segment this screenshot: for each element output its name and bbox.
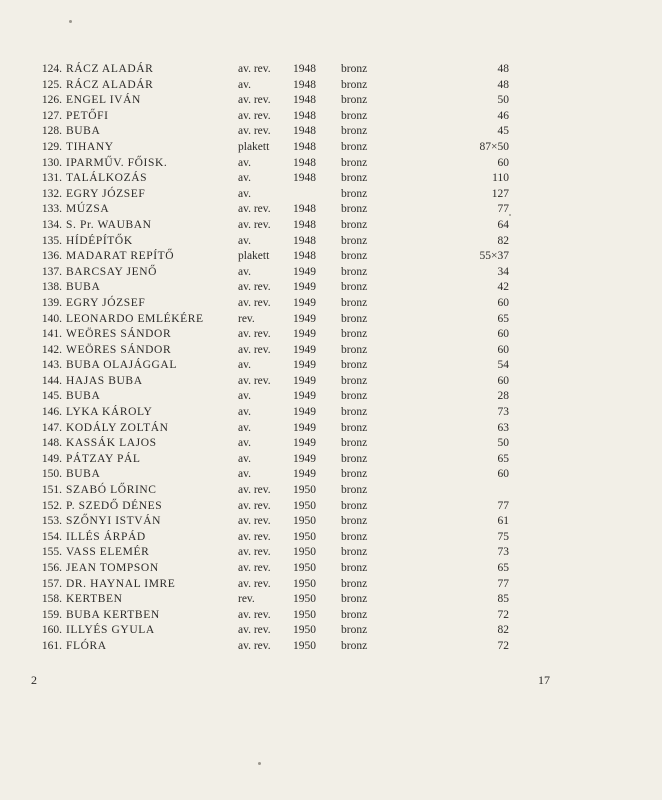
entry-material: bronz [341, 203, 368, 216]
entry-year: 1948 [293, 156, 316, 169]
catalog-row [22, 467, 509, 483]
entry-number: 148. [41, 437, 62, 450]
entry-material: bronz [341, 406, 368, 419]
entry-year: 1950 [293, 546, 316, 559]
entry-side: av. rev. [238, 281, 271, 294]
catalog-row [22, 623, 509, 639]
entry-year: 1949 [293, 406, 316, 419]
catalog-rows [22, 62, 509, 655]
entry-title: EGRY JÓZSEF [66, 187, 146, 200]
entry-material: bronz [341, 312, 368, 325]
entry-size: 77 [497, 499, 509, 512]
entry-year: 1950 [293, 624, 316, 637]
entry-size: 72 [497, 639, 509, 652]
medal-catalog-table [22, 62, 509, 655]
entry-number: 139. [41, 296, 62, 309]
entry-side: av. [238, 421, 251, 434]
entry-size: 28 [497, 390, 509, 403]
entry-size: 54 [497, 359, 509, 372]
entry-material: bronz [341, 421, 368, 434]
entry-year: 1948 [293, 109, 316, 122]
entry-side: av. [238, 468, 251, 481]
entry-year: 1950 [293, 530, 316, 543]
entry-size: 85 [497, 593, 509, 606]
entry-number: 155. [41, 546, 62, 559]
entry-side: av. [238, 234, 251, 247]
entry-title: BUBA [66, 390, 101, 403]
entry-number: 133. [41, 203, 62, 216]
entry-number: 159. [41, 608, 62, 621]
entry-number: 144. [41, 374, 62, 387]
entry-year: 1949 [293, 312, 316, 325]
entry-material: bronz [341, 265, 368, 278]
entry-number: 132. [41, 187, 62, 200]
entry-year: 1949 [293, 437, 316, 450]
entry-title: TIHANY [66, 140, 114, 153]
entry-size: 50 [497, 437, 509, 450]
entry-title: RÁCZ ALADÁR [66, 63, 154, 75]
entry-side: rev. [238, 593, 255, 606]
entry-year: 1948 [293, 63, 316, 75]
entry-material: bronz [341, 296, 368, 309]
entry-size: 63 [497, 421, 509, 434]
entry-number: 158. [41, 593, 62, 606]
entry-title: FLÓRA [66, 639, 107, 652]
entry-material: bronz [341, 499, 368, 512]
entry-title: KODÁLY ZOLTÁN [66, 421, 169, 434]
entry-title: SZABÓ LŐRINC [66, 484, 157, 497]
entry-number: 146. [41, 406, 62, 419]
entry-size: 48 [497, 78, 509, 91]
entry-side: av. rev. [238, 639, 271, 652]
entry-material: bronz [341, 94, 368, 107]
entry-number: 152. [41, 499, 62, 512]
entry-number: 149. [41, 452, 62, 465]
entry-title: SZŐNYI ISTVÁN [66, 515, 162, 528]
entry-title: VASS ELEMÉR [66, 546, 150, 559]
entry-material: bronz [341, 437, 368, 450]
entry-number: 157. [41, 577, 62, 590]
entry-size: 82 [497, 234, 509, 247]
entry-title: LYKA KÁROLY [66, 406, 153, 419]
entry-material: bronz [341, 390, 368, 403]
entry-material: bronz [341, 484, 368, 497]
entry-number: 161. [41, 639, 62, 652]
entry-number: 124. [41, 63, 62, 75]
catalog-row [22, 202, 509, 218]
entry-size: 73 [497, 546, 509, 559]
catalog-row [22, 312, 509, 328]
entry-year: 1949 [293, 296, 316, 309]
paper-speck [509, 214, 511, 216]
entry-side: av. rev. [238, 296, 271, 309]
entry-side: rev. [238, 312, 255, 325]
entry-year [293, 187, 339, 203]
entry-size: 60 [497, 343, 509, 356]
catalog-row [22, 452, 509, 468]
entry-title: WEÖRES SÁNDOR [66, 328, 172, 341]
entry-year: 1950 [293, 593, 316, 606]
entry-side: av. [238, 390, 251, 403]
entry-year: 1949 [293, 468, 316, 481]
entry-year: 1948 [293, 250, 316, 263]
entry-material: bronz [341, 608, 368, 621]
catalog-row [22, 171, 509, 187]
entry-size: 50 [497, 94, 509, 107]
entry-year: 1950 [293, 515, 316, 528]
entry-size: 60 [497, 328, 509, 341]
catalog-row [22, 109, 509, 125]
entry-title: KERTBEN [66, 593, 123, 606]
entry-material: bronz [341, 515, 368, 528]
entry-size: 60 [497, 374, 509, 387]
entry-material: bronz [341, 530, 368, 543]
entry-side: plakett [238, 140, 270, 153]
entry-side: av. rev. [238, 530, 271, 543]
entry-title: IPARMŰV. FŐISK. [66, 156, 168, 169]
entry-material: bronz [341, 546, 368, 559]
entry-material: bronz [341, 140, 368, 153]
entry-number: 150. [41, 468, 62, 481]
entry-material: bronz [341, 218, 368, 231]
catalog-row [22, 327, 509, 343]
entry-title: HÍDÉPÍTŐK [66, 234, 133, 247]
entry-year: 1948 [293, 78, 316, 91]
page-number: 17 [538, 673, 550, 687]
entry-title: BUBA [66, 468, 101, 481]
entry-title: BUBA [66, 125, 101, 138]
entry-size: 110 [492, 172, 509, 185]
entry-side: av. [238, 187, 251, 200]
entry-title: S. Pr. WAUBAN [66, 218, 152, 231]
entry-size: 77 [497, 203, 509, 216]
entry-number: 125. [41, 78, 62, 91]
entry-year: 1950 [293, 608, 316, 621]
entry-title: EGRY JÓZSEF [66, 296, 146, 309]
entry-title: LEONARDO EMLÉKÉRE [66, 312, 204, 325]
entry-material: bronz [341, 250, 368, 263]
entry-number: 151. [41, 484, 62, 497]
catalog-row [22, 499, 509, 515]
catalog-row [22, 78, 509, 94]
entry-side: av. rev. [238, 608, 271, 621]
entry-year: 1949 [293, 281, 316, 294]
entry-year: 1949 [293, 359, 316, 372]
entry-side: av. rev. [238, 218, 271, 231]
catalog-row [22, 514, 509, 530]
entry-number: 131. [41, 172, 62, 185]
entry-side: av. [238, 172, 251, 185]
catalog-row [22, 296, 509, 312]
entry-side: av. [238, 452, 251, 465]
entry-material: bronz [341, 78, 368, 91]
entry-title: ILLÉS ÁRPÁD [66, 530, 146, 543]
entry-material: bronz [341, 374, 368, 387]
entry-year: 1950 [293, 484, 316, 497]
entry-year: 1948 [293, 140, 316, 153]
entry-title: HAJAS BUBA [66, 374, 143, 387]
entry-year: 1948 [293, 203, 316, 216]
entry-size: 48 [497, 63, 509, 75]
entry-side: av. rev. [238, 577, 271, 590]
entry-side: av. rev. [238, 94, 271, 107]
catalog-row [22, 93, 509, 109]
catalog-row [22, 358, 509, 374]
entry-side: av. rev. [238, 109, 271, 122]
entry-title: TALÁLKOZÁS [66, 172, 148, 185]
catalog-row [22, 140, 509, 156]
entry-material: bronz [341, 343, 368, 356]
entry-material: bronz [341, 156, 368, 169]
catalog-row [22, 483, 509, 499]
entry-material: bronz [341, 109, 368, 122]
catalog-row [22, 592, 509, 608]
entry-year: 1950 [293, 499, 316, 512]
catalog-row [22, 343, 509, 359]
entry-size: 61 [497, 515, 509, 528]
entry-year: 1948 [293, 172, 316, 185]
entry-year: 1948 [293, 94, 316, 107]
entry-size: 65 [497, 452, 509, 465]
catalog-row [22, 405, 509, 421]
entry-side: av. rev. [238, 624, 271, 637]
catalog-row [22, 234, 509, 250]
entry-size: 87×50 [479, 140, 509, 153]
catalog-row [22, 187, 509, 203]
entry-side: av. rev. [238, 343, 271, 356]
entry-year: 1950 [293, 639, 316, 652]
catalog-row [22, 561, 509, 577]
entry-side: av. [238, 406, 251, 419]
catalog-row [22, 156, 509, 172]
entry-title: JEAN TOMPSON [66, 562, 159, 574]
entry-number: 160. [41, 624, 62, 637]
entry-material: bronz [341, 593, 368, 606]
catalog-row [22, 530, 509, 546]
entry-number: 136. [41, 250, 62, 263]
entry-title: MADARAT REPÍTŐ [66, 250, 175, 263]
entry-number: 134. [41, 218, 62, 231]
entry-title: BUBA [66, 281, 101, 294]
entry-side: av. [238, 265, 251, 278]
entry-side: av. [238, 156, 251, 169]
entry-number: 156. [41, 562, 62, 574]
entry-year: 1949 [293, 343, 316, 356]
entry-size: 73 [497, 406, 509, 419]
entry-material: bronz [341, 234, 368, 247]
entry-year: 1949 [293, 374, 316, 387]
entry-material: bronz [341, 328, 368, 341]
footer-left-number: 2 [31, 673, 37, 687]
entry-year: 1948 [293, 234, 316, 247]
catalog-row [22, 436, 509, 452]
paper-speck [69, 20, 72, 23]
entry-size: 65 [497, 562, 509, 574]
entry-number: 147. [41, 421, 62, 434]
entry-side: av. rev. [238, 562, 271, 574]
entry-number: 138. [41, 281, 62, 294]
entry-title: BUBA OLAJÁGGAL [66, 359, 177, 372]
entry-side: av. rev. [238, 125, 271, 138]
entry-number: 154. [41, 530, 62, 543]
entry-number: 135. [41, 234, 62, 247]
entry-year: 1948 [293, 218, 316, 231]
entry-material: bronz [341, 125, 368, 138]
entry-side: av. rev. [238, 374, 271, 387]
catalog-row [22, 265, 509, 281]
entry-size: 60 [497, 468, 509, 481]
entry-material: bronz [341, 624, 368, 637]
entry-material: bronz [341, 63, 368, 75]
entry-title: PÁTZAY PÁL [66, 452, 141, 465]
entry-size: 60 [497, 156, 509, 169]
catalog-row [22, 389, 509, 405]
catalog-row [22, 280, 509, 296]
entry-side: av. rev. [238, 328, 271, 341]
catalog-row [22, 62, 509, 78]
entry-title: MÚZSA [66, 203, 110, 216]
entry-title: BARCSAY JENŐ [66, 265, 158, 278]
entry-size: 75 [497, 530, 509, 543]
entry-number: 127. [41, 109, 62, 122]
entry-material: bronz [341, 639, 368, 652]
entry-material: bronz [341, 468, 368, 481]
entry-number: 143. [41, 359, 62, 372]
catalog-row [22, 545, 509, 561]
entry-title: WEÖRES SÁNDOR [66, 343, 172, 356]
entry-material: bronz [341, 187, 368, 200]
entry-title: RÁCZ ALADÁR [66, 78, 154, 91]
entry-size: 72 [497, 608, 509, 621]
entry-size: 65 [497, 312, 509, 325]
entry-side: av. [238, 437, 251, 450]
entry-size: 46 [497, 109, 509, 122]
entry-side: av. rev. [238, 484, 271, 497]
entry-side: av. [238, 359, 251, 372]
entry-material: bronz [341, 359, 368, 372]
entry-size: 42 [497, 281, 509, 294]
entry-title: DR. HAYNAL IMRE [66, 577, 176, 590]
catalog-row [22, 218, 509, 234]
entry-size: 77 [497, 577, 509, 590]
entry-side: av. rev. [238, 203, 271, 216]
catalog-row [22, 639, 509, 655]
catalog-row [22, 421, 509, 437]
entry-year: 1949 [293, 328, 316, 341]
entry-side: av. rev. [238, 515, 271, 528]
entry-number: 130. [41, 156, 62, 169]
entry-title: BUBA KERTBEN [66, 608, 160, 621]
entry-number: 153. [41, 515, 62, 528]
entry-year: 1950 [293, 562, 316, 574]
entry-number: 137. [41, 265, 62, 278]
catalog-row [22, 577, 509, 593]
catalog-row [22, 249, 509, 265]
catalog-row [22, 608, 509, 624]
entry-size: 60 [497, 296, 509, 309]
entry-year: 1948 [293, 125, 316, 138]
entry-title: ENGEL IVÁN [66, 94, 141, 107]
entry-size: 82 [497, 624, 509, 637]
entry-title: KASSÁK LAJOS [66, 437, 157, 450]
entry-year: 1949 [293, 421, 316, 434]
entry-size: 55×37 [479, 250, 509, 263]
entry-size [421, 483, 509, 499]
entry-title: P. SZEDŐ DÉNES [66, 499, 163, 512]
entry-year: 1949 [293, 452, 316, 465]
paper-speck [258, 762, 261, 765]
entry-material: bronz [341, 452, 368, 465]
entry-side: plakett [238, 250, 270, 263]
entry-title: ILLYÉS GYULA [66, 624, 155, 637]
entry-title: PETŐFI [66, 109, 109, 122]
entry-size: 64 [497, 218, 509, 231]
entry-number: 126. [41, 94, 62, 107]
entry-year: 1949 [293, 265, 316, 278]
entry-number: 141. [41, 328, 62, 341]
entry-number: 145. [41, 390, 62, 403]
entry-side: av. rev. [238, 499, 271, 512]
entry-side: av. rev. [238, 546, 271, 559]
entry-number: 140. [41, 312, 62, 325]
entry-material: bronz [341, 281, 368, 294]
entry-size: 127 [491, 187, 509, 200]
entry-number: 128. [41, 125, 62, 138]
entry-number: 142. [41, 343, 62, 356]
entry-size: 34 [497, 265, 509, 278]
entry-number: 129. [41, 140, 62, 153]
catalog-row [22, 374, 509, 390]
entry-material: bronz [341, 172, 368, 185]
entry-year: 1949 [293, 390, 316, 403]
entry-side: av. [238, 78, 251, 91]
catalog-row [22, 124, 509, 140]
entry-size: 45 [497, 125, 509, 138]
entry-side: av. rev. [238, 63, 271, 75]
entry-material: bronz [341, 562, 368, 574]
entry-year: 1950 [293, 577, 316, 590]
entry-material: bronz [341, 577, 368, 590]
